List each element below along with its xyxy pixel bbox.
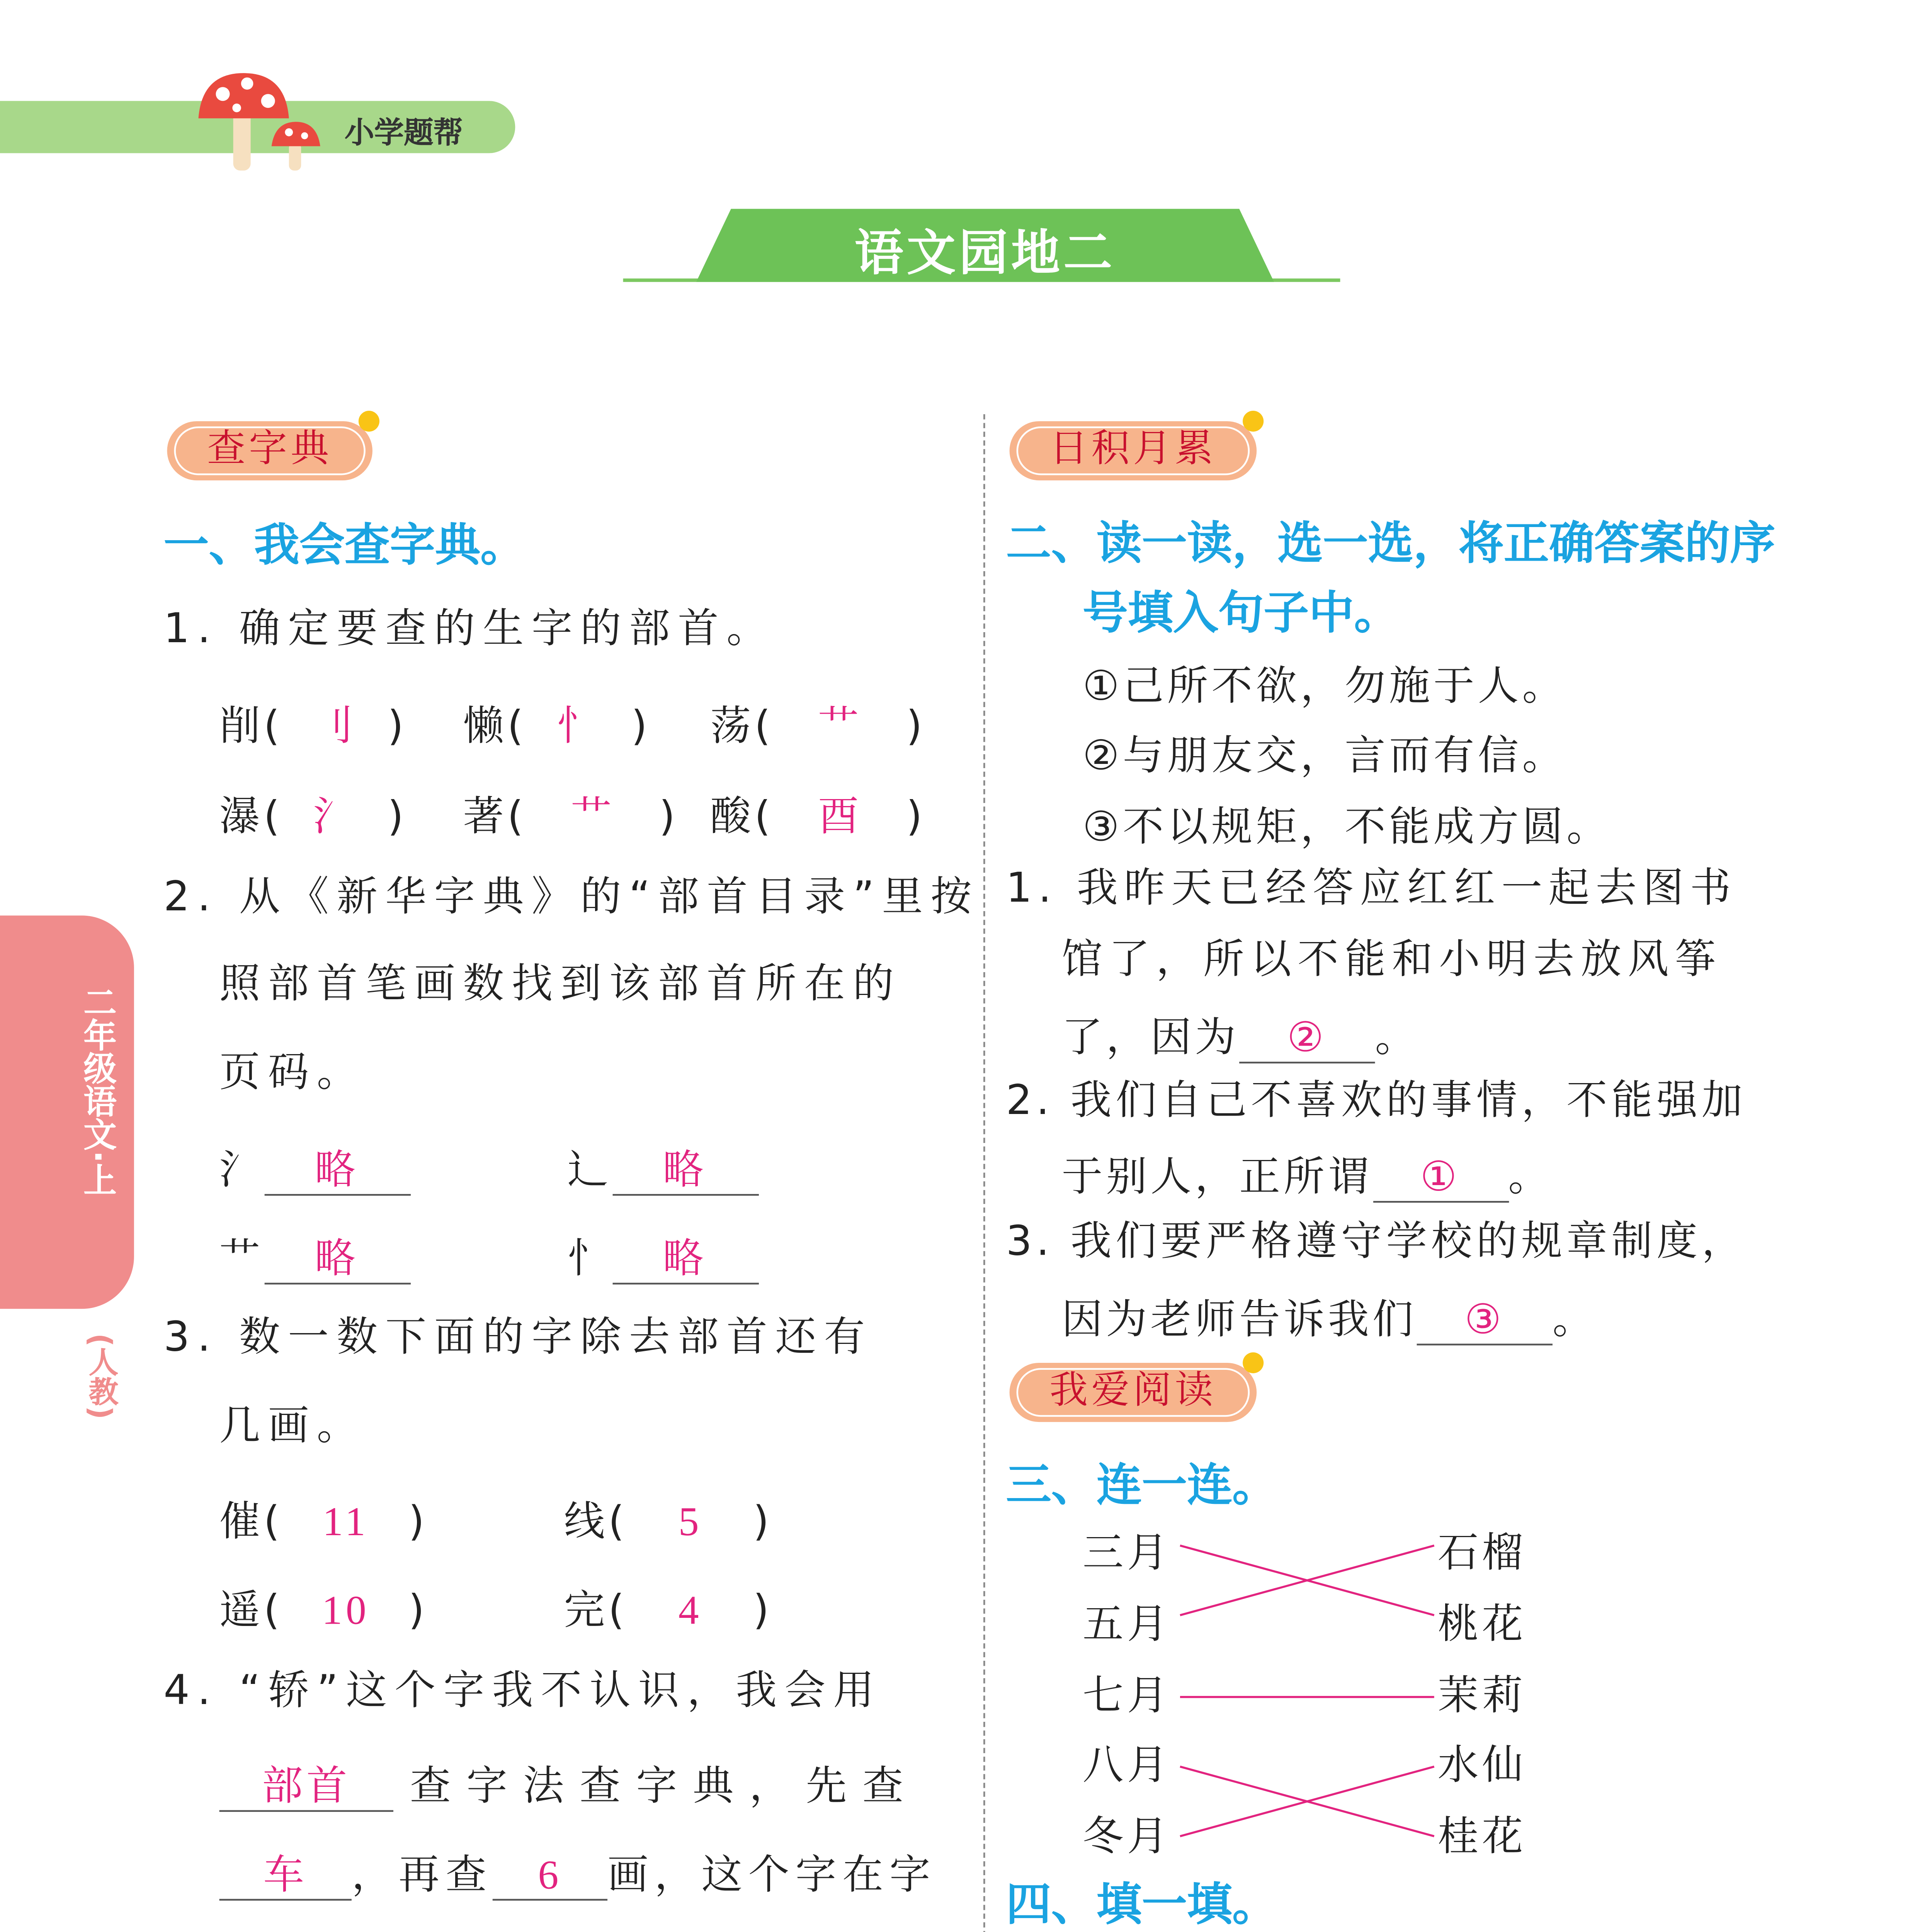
option-1: ①己所不欲，勿施于人。	[1082, 661, 1567, 710]
q4-line-2: 部首 查字法查字典，先查	[219, 1753, 919, 1812]
answer: 刂	[313, 705, 358, 750]
answer: 艹	[818, 705, 862, 750]
badge-dictionary: 查字典	[167, 421, 372, 480]
r-q3-line-2: 因为老师告诉我们 ③ 。	[1062, 1286, 1597, 1345]
r-q1-line-1: 1. 我昨天已经答应红红一起去图书	[1006, 863, 1737, 912]
r-q2-line-2: 于别人，正所谓 ① 。	[1062, 1143, 1553, 1202]
matching-lines	[1177, 1532, 1438, 1845]
answer: ③	[1417, 1302, 1553, 1344]
q2-line-1: 2. 从《新华字典》的“部首目录”里按	[163, 872, 980, 921]
q4-line-1: 4. “轿”这个字我不认识，我会用	[163, 1665, 882, 1714]
page-title: 语文园地二	[854, 224, 1116, 282]
answer: 5	[678, 1500, 702, 1546]
r-q1-line-2: 馆了，所以不能和小明去放风筝	[1061, 934, 1722, 983]
q1-row-1b: 懒( 忄 )	[463, 693, 651, 752]
badge-daily-accumulation: 日积月累	[1010, 421, 1257, 480]
q2-line-2: 照部首笔画数找到该部首所在的	[219, 959, 902, 1008]
answer: 略	[612, 1241, 758, 1284]
r-q2-line-1: 2. 我们自己不喜欢的事情，不能强加	[1006, 1075, 1747, 1124]
flower-4: 水仙	[1437, 1740, 1527, 1789]
flower-3: 茉莉	[1437, 1671, 1527, 1720]
option-3: ③不以规矩，不能成方圆。	[1082, 802, 1611, 851]
q1-row-2: 瀑( 氵 )	[219, 783, 407, 842]
q3-item-2: 线( 5 )	[564, 1488, 772, 1547]
q2-item-4: 忄 略	[567, 1225, 758, 1284]
answer: 忄	[557, 705, 601, 750]
flower-2: 桃花	[1437, 1599, 1527, 1648]
flower-icon	[1243, 411, 1264, 432]
month-3: 七月	[1082, 1671, 1172, 1720]
answer: 部首	[219, 1768, 393, 1811]
q3-item-4: 完( 4 )	[564, 1577, 772, 1636]
answer: 10	[321, 1589, 370, 1634]
section-1-title: 一、我会查字典。	[163, 520, 526, 573]
section-3-title: 三、连一连。	[1006, 1460, 1278, 1513]
q3-item-1: 催( 11 )	[219, 1488, 428, 1547]
flower-5: 桂花	[1437, 1812, 1527, 1861]
flower-icon	[1243, 1352, 1264, 1373]
q1-row-2b: 著( 艹 )	[463, 783, 679, 842]
answer: 氵	[313, 795, 358, 841]
q3-line-2: 几画。	[219, 1401, 366, 1450]
brand-label: 小学题帮	[344, 116, 463, 151]
q2-item-2: 辶 略	[567, 1136, 758, 1196]
q3-line-1: 3. 数一数下面的字除去部首还有	[163, 1312, 873, 1361]
answer: 4	[678, 1589, 702, 1634]
side-tab-grade: 二年级语文·上	[78, 985, 117, 1196]
option-2: ②与朋友交，言而有信。	[1082, 731, 1567, 780]
q1-row-2c: 酸( 酉 )	[710, 783, 926, 842]
answer: 车	[219, 1857, 352, 1900]
badge-reading: 我爱阅读	[1010, 1363, 1257, 1422]
month-1: 三月	[1082, 1528, 1172, 1577]
answer: 6	[493, 1857, 607, 1900]
answer: 略	[612, 1152, 758, 1195]
answer: 略	[264, 1241, 410, 1284]
answer: 酉	[818, 795, 862, 841]
section-2-title-2: 号填入句子中。	[1082, 588, 1400, 641]
column-divider	[983, 414, 985, 1932]
section-4-title: 四、填一填。	[1006, 1879, 1278, 1932]
flower-1: 石榴	[1437, 1528, 1527, 1577]
month-4: 八月	[1082, 1740, 1172, 1789]
q4-line-4	[219, 1930, 939, 1932]
answer: 略	[264, 1152, 410, 1195]
q2-line-3: 页码。	[219, 1048, 366, 1097]
section-2-title-1: 二、读一读，选一选，将正确答案的序	[1006, 519, 1776, 571]
q3-item-3: 遥( 10 )	[219, 1577, 428, 1636]
q2-item-1: 氵 略	[219, 1136, 410, 1196]
answer: ①	[1372, 1159, 1508, 1202]
q2-item-3: 艹 略	[219, 1225, 410, 1284]
q1-stem: 1. 确定要查的生字的部首。	[163, 604, 776, 653]
answer: 艹	[571, 795, 615, 841]
answer: 11	[322, 1500, 369, 1546]
r-q3-line-1: 3. 我们要严格遵守学校的规章制度，	[1006, 1216, 1747, 1265]
q4-line-3: 车 ，再查 6 画，这个字在字	[219, 1842, 937, 1901]
q1-row-1c: 荡( 艹 )	[710, 693, 926, 752]
month-2: 五月	[1082, 1599, 1172, 1648]
q1-row-1: 削( 刂 )	[219, 693, 407, 752]
flower-icon	[359, 411, 379, 432]
month-5: 冬月	[1082, 1812, 1172, 1861]
answer: ②	[1239, 1020, 1375, 1063]
mushroom-logo-icon	[191, 66, 330, 177]
r-q1-line-3: 了，因为 ② 。	[1062, 1004, 1420, 1063]
side-tab-edition: (人教)	[82, 1333, 117, 1420]
